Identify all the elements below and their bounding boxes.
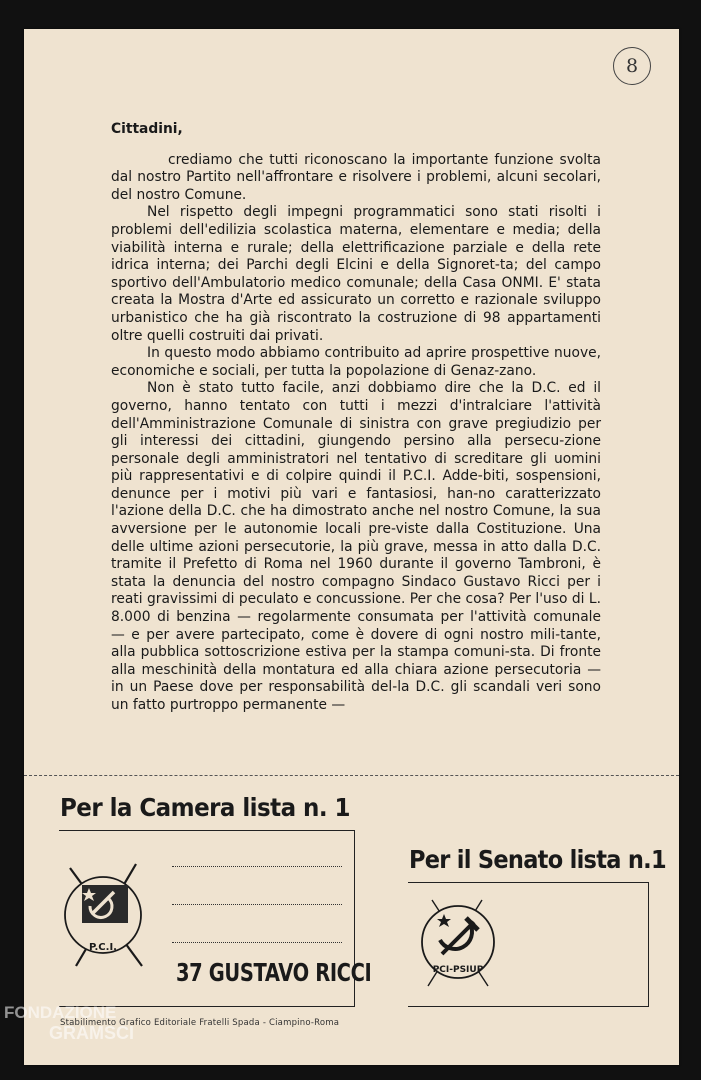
dashed-cut-line — [24, 775, 679, 776]
camera-list-title: Per la Camera lista n. 1 — [60, 793, 350, 822]
printer-credit: Stabilimento Grafico Editoriale Fratelli Spada - Ciampino-Roma — [60, 1018, 340, 1028]
dotted-line — [172, 942, 342, 943]
pci-emblem-icon — [62, 858, 148, 970]
page-number-badge — [613, 47, 651, 85]
page-number: 8 — [625, 55, 639, 77]
pci-psiup-emblem-icon — [418, 896, 500, 990]
letter-body — [111, 121, 601, 715]
dotted-line — [172, 866, 342, 867]
paragraph: Nel rispetto degli impegni programmatici sono stati risolti i problemi dell'edilizia scolastica materna, elementare e media; della viabilità interna e rurale; della elettrificazione parziale e della rete idrica interna; dei Parchi degli Elcini e della Signoret-ta; del campo sportivo dell'Ambulatorio medico comunale; della Casa ONMI. E' stata creata la Mostra d'Arte ed assicurato un corretto e razionale sviluppo urbanistico che ha già riscontrato la costruzione di 98 appartamenti oltre quelli costruiti dai privati. — [111, 204, 601, 344]
dotted-line — [172, 904, 342, 905]
paragraph: In questo modo abbiamo contribuito ad aprire prospettive nuove, economiche e sociali, per tutta la popolazione di Genaz-zano. — [111, 345, 601, 379]
salutation: Cittadini, — [111, 121, 183, 137]
senato-list-title: Per il Senato lista n.1 — [409, 845, 666, 874]
watermark-line-2: GRAMSCI — [49, 1023, 134, 1043]
watermark — [4, 1003, 134, 1043]
paragraph: Non è stato tutto facile, anzi dobbiamo dire che la D.C. ed il governo, hanno tentato con tutti i mezzi d'intralciare l'attività dell'Amministrazione Comunale di sinistra con grave pregiudizio per gli interessi dei cittadini, giungendo persino alla persecu-zione personale degli amministratori nel tentativo di screditare gli uomini più rappresentativi e di colpire quindi il P.C.I. Adde-biti, sospensioni, denunce per i motivi più vari e fantasiosi, han-no caratterizzato l'azione della D.C. che ha dimostrato anche nel nostro Comune, la sua avversione per le autonomie locali pre-viste dalla Costituzione. Una delle ultime azioni persecutorie, la più grave, messa in atto dalla D.C. tramite il Prefetto di Roma nel 1960 durante il governo Tambroni, è stata la denuncia del nostro compagno Sindaco Gustavo Ricci per i reati gravissimi di peculato e concussione. Per che cosa? Per l'uso di L. 8.000 di benzina — regolarmente consumata per l'attività comunale — e per avere partecipato, come è dovere di ogni nostro mili-tante, alla pubblica sottoscrizione estiva per la stampa comuni-sta. Di fronte alla meschinità della montatura ed alla chiara azione persecutoria — in un Paese dove per responsabilità del-la D.C. gli scandali veri sono un fatto purtroppo permanente — — [111, 380, 601, 713]
pci-emblem-label: P.C.I. — [89, 942, 117, 953]
paragraph: crediamo che tutti riconoscano la importante funzione svolta dal nostro Partito nell'affrontare e risolvere i problemi, alcuni secolari, del nostro Comune. — [111, 151, 601, 203]
watermark-line-1: FONDAZIONE — [4, 1003, 117, 1022]
pci-psiup-emblem-label: PCI-PSIUP — [432, 965, 484, 975]
candidate-name: 37 GUSTAVO RICCI — [176, 958, 372, 987]
